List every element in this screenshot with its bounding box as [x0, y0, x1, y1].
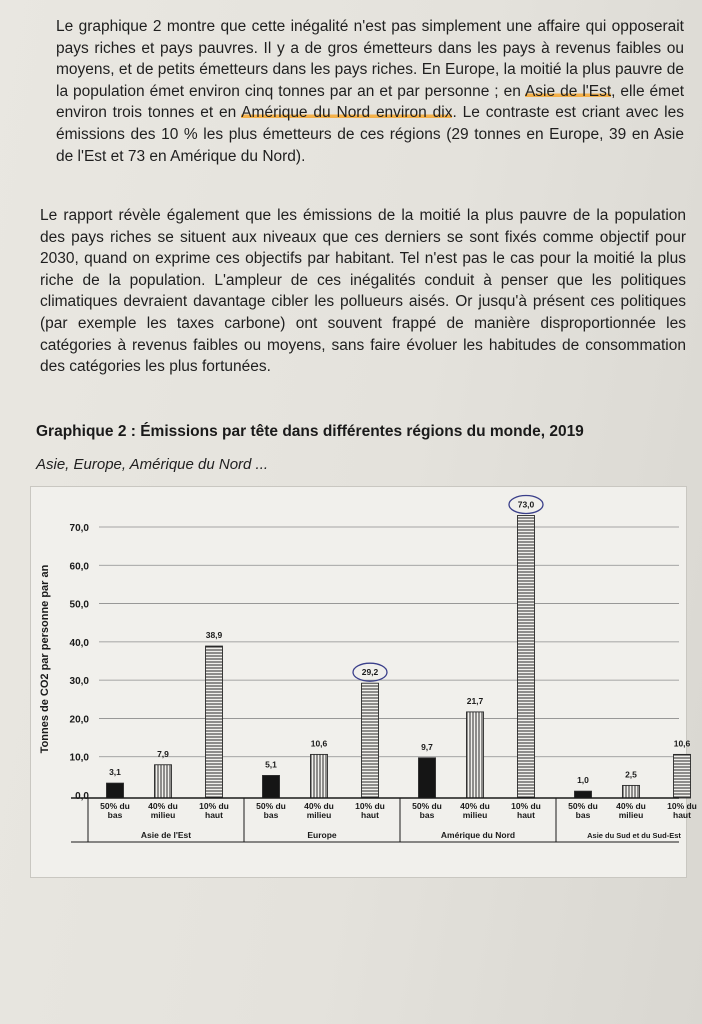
bar: [155, 765, 172, 798]
data-label: 73,0: [517, 499, 535, 510]
y-tick-label: 40,0: [69, 637, 89, 649]
x-category-label: 50% du: [256, 801, 286, 811]
bars-layer: [107, 516, 691, 798]
x-category-label: haut: [361, 810, 379, 820]
data-label: 38,9: [205, 630, 223, 641]
group-label: Amérique du Nord: [440, 830, 516, 840]
paragraph-1: [56, 16, 684, 167]
x-category-label: 10% du: [667, 801, 697, 811]
chart-frame: [30, 486, 697, 878]
data-label: 5,1: [265, 759, 277, 770]
bar: [362, 683, 379, 798]
x-category-label: 40% du: [148, 801, 178, 811]
y-tick-label: 60,0: [69, 561, 89, 573]
y-tick-label: 30,0: [69, 676, 89, 688]
highlight-asie-est: Asie de l'Est: [524, 82, 612, 100]
grid-layer: [99, 527, 679, 795]
x-category-label: milieu: [306, 810, 332, 820]
bar: [467, 712, 484, 798]
x-category-label: 50% du: [412, 801, 442, 811]
x-category-label: bas: [107, 810, 123, 820]
x-category-label: bas: [419, 810, 435, 820]
para1-text-a: Le graphique 2 montre que cette inégalité n'est pas simplement une affaire qui opposerait pays riches et pays pauvres. Il y a de gros émetteurs dans les pays à revenus faibles ou moyens, et de petits émetteurs dans les pays riches.: [56, 18, 684, 79]
x-category-label: milieu: [462, 810, 488, 820]
group-label: Asie du Sud et du Sud-Est: [587, 831, 681, 840]
bar: [311, 754, 328, 798]
x-category-label: 50% du: [100, 801, 130, 811]
data-label: 7,9: [157, 748, 169, 759]
chart-title: Graphique 2 : Émissions par tête dans différentes régions du monde, 2019: [36, 423, 584, 440]
data-label: 9,7: [421, 741, 433, 752]
x-category-label: 40% du: [304, 801, 334, 811]
para1-text-b: En Europe, la moitié la plus pauvre de la population émet environ cinq tonnes par an et par personne ; en: [56, 61, 684, 100]
y-tick-label: 50,0: [69, 599, 89, 611]
x-category-label: 10% du: [199, 801, 229, 811]
bar: [107, 783, 124, 798]
chart-subtitle: Asie, Europe, Amérique du Nord ...: [36, 456, 269, 473]
data-label: 10,6: [310, 738, 328, 749]
paragraph-2: [40, 205, 686, 378]
group-label: Asie de l'Est: [140, 830, 192, 840]
highlight-amerique-nord: Amérique du Nord environ dix: [241, 104, 453, 122]
x-category-label: haut: [205, 810, 223, 820]
group-label: Europe: [307, 830, 337, 840]
x-category-label: 10% du: [355, 801, 385, 811]
x-category-label: 40% du: [460, 801, 490, 811]
bar: [263, 775, 280, 798]
x-category-label: haut: [673, 810, 691, 820]
data-label: 10,6: [673, 738, 691, 749]
data-label: 2,5: [625, 769, 637, 780]
data-label: 21,7: [466, 695, 484, 706]
x-category-label: milieu: [618, 810, 644, 820]
para1-text-d: . Le contraste est criant avec les émissions des 10 % les plus émetteurs de ces régions (29 tonnes en Europe, 39 en Asie de l'Est et 73 en Amérique du Nord).: [56, 104, 684, 165]
x-axis-layer: [71, 798, 702, 842]
bar: [623, 785, 640, 798]
y-tick-label: 10,0: [69, 752, 89, 764]
data-label: 3,1: [109, 767, 121, 778]
emissions-bar-chart: [31, 487, 697, 877]
x-category-label: bas: [575, 810, 591, 820]
y-axis-label: Tonnes de CO2 par personne par an: [39, 564, 51, 754]
x-category-label: haut: [517, 810, 535, 820]
y-tick-label: 20,0: [69, 714, 89, 726]
bar: [674, 754, 691, 798]
y-tick-labels: [70, 523, 90, 802]
x-category-label: 40% du: [616, 801, 646, 811]
x-category-label: 50% du: [568, 801, 598, 811]
bar: [206, 646, 223, 798]
x-category-label: milieu: [150, 810, 176, 820]
y-tick-label: 70,0: [69, 523, 89, 534]
x-category-label: bas: [263, 810, 279, 820]
para2-text: Le rapport révèle également que les émissions de la moitié la plus pauvre de la population des pays riches se situent aux niveaux que ces derniers se sont fixés comme objectif pour 2030, quand on exprime ces objectifs par habitant. Tel n'est pas le cas pour la moitié la plus riche de la population. L'ampleur de ces inégalités conduit à penser que les politiques climatiques devraient davantage cibler les pollueurs aisés. Or jusqu'à présent ces politiques (par exemple les taxes carbone) ont souvent frappé de manière disproportionnée les catégories à revenus faibles ou moyens, sans faire évoluer les habitudes de consommation des catégories les plus fortunées.: [40, 207, 686, 376]
para1-text-c: , elle émet environ trois tonnes et en: [56, 82, 685, 122]
bar: [575, 791, 592, 798]
data-label: 1,0: [577, 775, 589, 786]
bar: [419, 758, 436, 798]
bar: [518, 516, 535, 798]
x-category-label: 10% du: [511, 801, 541, 811]
y-tick-label: 0,0: [75, 791, 89, 802]
data-labels-layer: [109, 496, 690, 786]
data-label: 29,2: [361, 667, 379, 678]
